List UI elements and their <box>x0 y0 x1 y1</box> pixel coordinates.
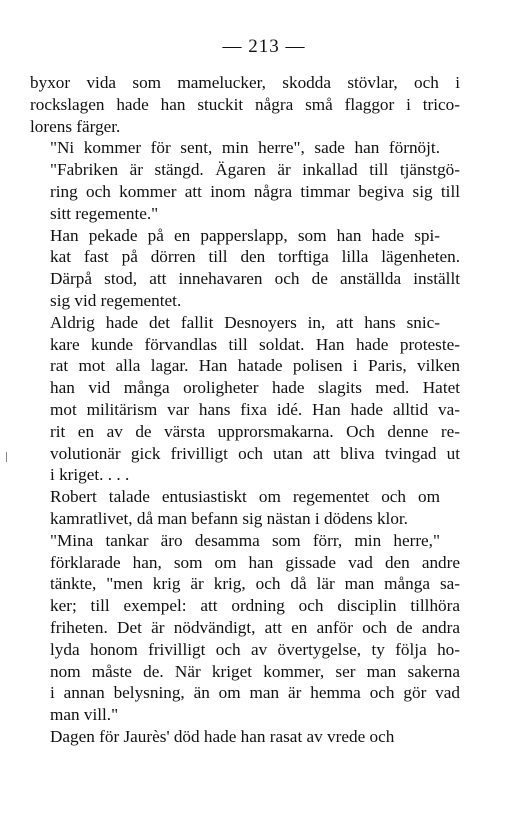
text-line: sig vid regementet. <box>50 290 182 310</box>
text-line: kat fast på dörren till den torftiga lilla lägenheten. <box>50 247 460 267</box>
paragraph <box>30 312 460 486</box>
text-line: friheten. Det är nödvändigt, att en anför och de andra <box>50 617 460 637</box>
paragraph <box>30 137 460 224</box>
text-line: Aldrig hade det fallit Desnoyers in, att hans snic- <box>50 312 440 332</box>
paragraph <box>30 530 460 726</box>
page-number: — 213 — <box>222 36 306 57</box>
text-line: sitt regemente." <box>50 203 159 223</box>
paragraph <box>30 486 460 530</box>
text-line: lorens färger. <box>30 116 121 136</box>
text-line: "Ni kommer för sent, min herre", sade han förnöjt. <box>50 138 440 158</box>
text-line: rat mot alla lagar. Han hatade polisen i Paris, vilken <box>50 356 460 376</box>
text-line: man vill." <box>50 705 119 725</box>
text-line: i annan belysning, än om man är hemma och gör vad <box>50 683 460 703</box>
text-line: rit en av de värsta upprorsmakarna. Och denne re- <box>50 421 460 441</box>
text-line: "Fabriken är stängd. Ägaren är inkallad till tjänstgö- <box>50 160 460 180</box>
text-line: förklarade han, som om han gissade vad den andre <box>50 552 460 572</box>
text-line: ring och kommer att inom några timmar begiva sig till <box>50 181 460 201</box>
text-line: Därpå stod, att innehavaren och de anställda inställt <box>50 269 460 289</box>
text-line: kamratlivet, då man befann sig nästan i dödens klor. <box>50 508 408 528</box>
text-line: tänkte, "men krig är krig, och då lär man många sa- <box>50 574 460 594</box>
text-line: Robert talade entusiastiskt om regementet och om <box>50 487 440 507</box>
text-line: "Mina tankar äro desamma som förr, min herre," <box>50 530 440 550</box>
text-line: han vid många oroligheter hade slagits med. Hatet <box>50 378 460 398</box>
text-line: mot militärism var hans fixa idé. Han hade alltid va- <box>50 399 460 419</box>
text-line: nom måste de. När kriget kommer, ser man sakerna <box>50 661 460 681</box>
text-line: rockslagen hade han stuckit några små flaggor i trico- <box>30 94 460 114</box>
text-line: lyda honom frivilligt och av övertygelse, ty följa ho- <box>50 639 460 659</box>
text-line: kare kunde förvandlas till soldat. Han hade proteste- <box>50 334 460 354</box>
text-line: volutionär gick frivilligt och utan att bliva tvingad ut <box>50 443 460 463</box>
text-line: Dagen för Jaurès' död hade han rasat av vrede och <box>50 726 395 746</box>
paragraph <box>30 72 460 137</box>
text-line: ker; till exempel: att ordning och disciplin tillhöra <box>50 596 460 616</box>
text-line: Han pekade på en papperslapp, som han hade spi- <box>50 225 440 245</box>
paragraph <box>30 726 460 748</box>
text-line: i kriget. . . . <box>50 465 130 485</box>
body-text <box>30 72 460 748</box>
margin-mark <box>6 452 7 462</box>
text-line: byxor vida som mamelucker, skodda stövlar, och i <box>30 73 460 92</box>
paragraph <box>30 225 460 312</box>
